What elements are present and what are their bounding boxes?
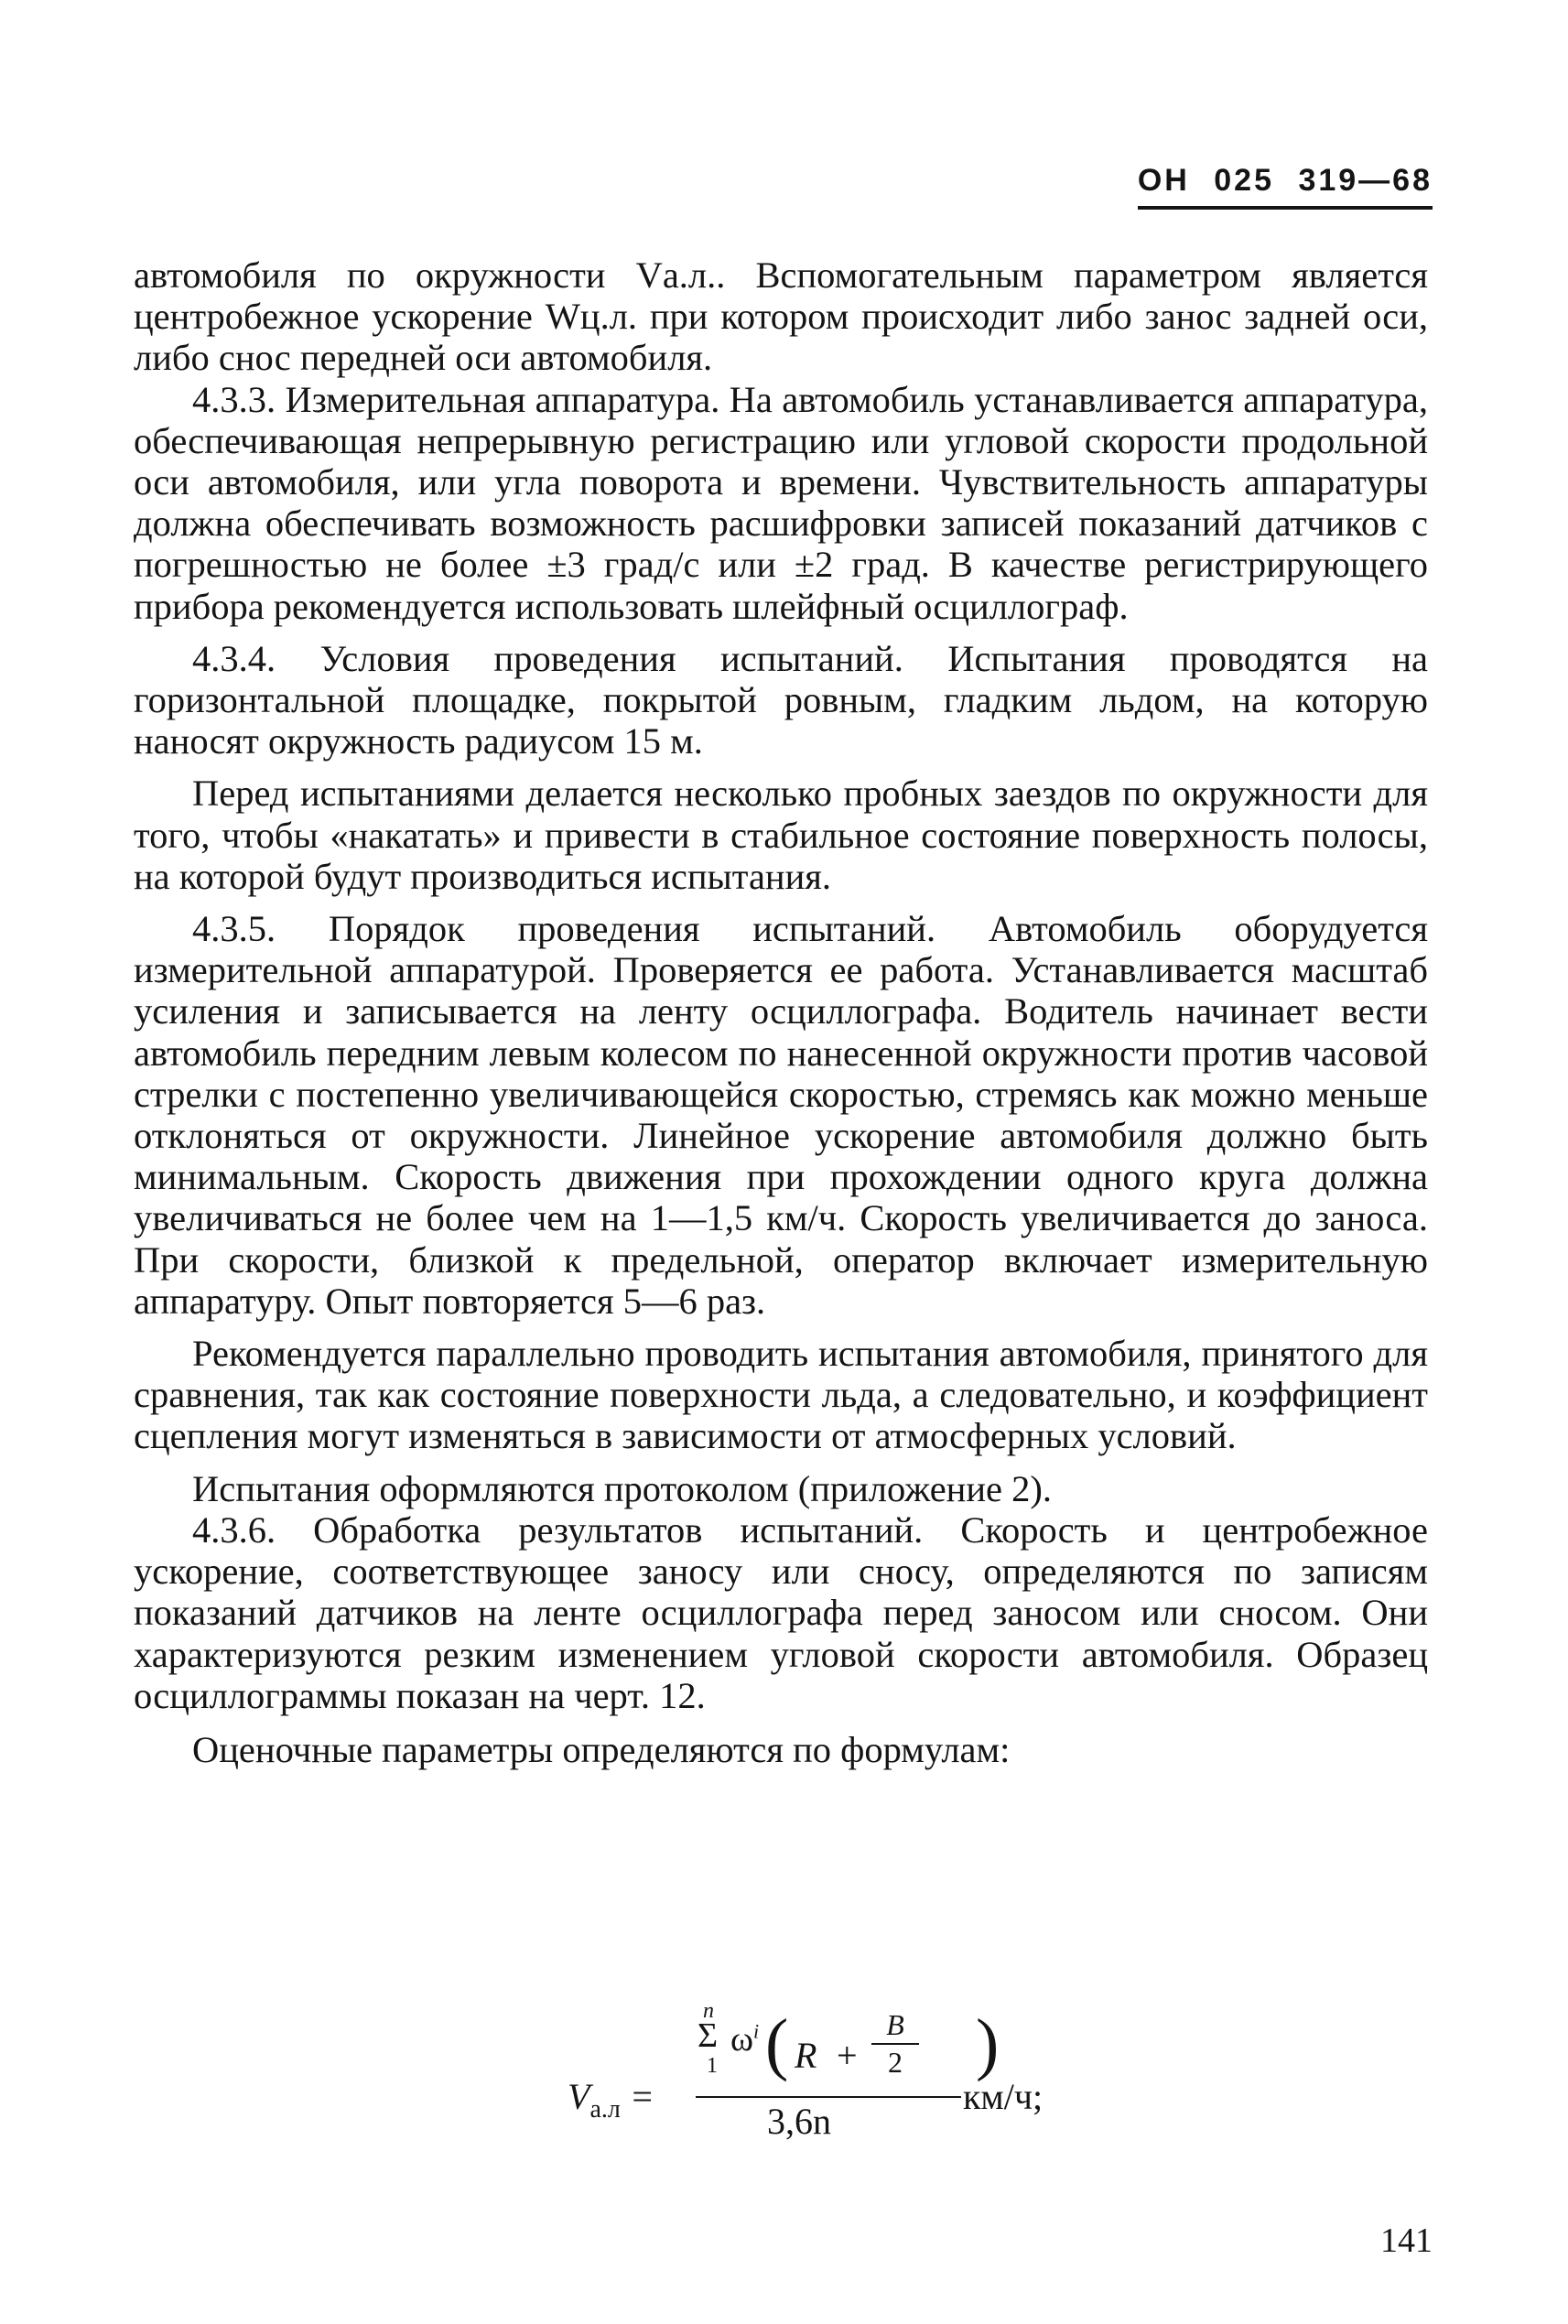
sum-lower-limit: 1 bbox=[707, 2054, 718, 2078]
fraction-denominator: 2 bbox=[888, 2046, 903, 2079]
radius-symbol: R bbox=[795, 2035, 817, 2076]
paragraph-4-3-3: 4.3.3. Измерительная аппаратура. На автомобиль устанавливается аппаратура, обеспечивающая непрерывную регистрацию или угловой скорости продольной оси автомобиля, или угла поворота и времени. Чувствительность аппаратуры должна обеспечивать возможность расшифровки записей показаний датчиков с погрешностью не более ±3 град/с или ±2 град. В качестве регистрирующего прибора рекомендуется использовать шлейфный осциллограф. bbox=[134, 378, 1428, 627]
fraction-bar bbox=[871, 2043, 919, 2045]
paragraph-4-3-5: 4.3.5. Порядок проведения испытаний. Автомобиль оборудуется измерительной аппаратурой. Проверяется ее работа. Устанавливается масштаб усиления и записывается на ленту осциллографа. Водитель начинает вести автомобиль передним левым колесом по нанесенной окружности против часовой стрелки с постепенно увеличивающейся скоростью, стремясь как можно меньше отклоняться от окружности. Линейное ускорение автомобиля должно быть минимальным. Скорость движения при прохождении одного круга должна увеличиваться не более чем на 1—1,5 км/ч. Скорость увеличивается до заноса. При скорости, близкой к предельной, оператор включает измерительную аппаратуру. Опыт повторяется 5—6 раз. bbox=[134, 908, 1428, 1322]
open-paren: ( bbox=[765, 2005, 789, 2082]
formula-unit: км/ч; bbox=[963, 2076, 1044, 2117]
document-code-header: ОН 025 319—68 bbox=[1138, 163, 1433, 210]
formula-denominator: 3,6n bbox=[767, 2101, 831, 2142]
paragraph-parallel-tests: Рекомендуется параллельно проводить испытания автомобиля, принятого для сравнения, так как состояние поверхности льда, а следовательно, и коэффициент сцепления могут изменяться в зависимости от атмосферных условий. bbox=[134, 1333, 1428, 1457]
close-paren: ) bbox=[976, 2005, 1000, 2082]
fraction-numerator: B bbox=[886, 2008, 904, 2041]
formula-equals: = bbox=[629, 2076, 654, 2117]
formula-lhs bbox=[568, 2075, 654, 2124]
formula-numerator bbox=[679, 1999, 1000, 2091]
velocity-formula bbox=[568, 1988, 1080, 2144]
b-over-two-fraction bbox=[868, 2008, 923, 2078]
paragraph-formula-intro: Оценочные параметры определяются по формулам: bbox=[192, 1728, 1011, 1770]
formula-lhs-symbol: V bbox=[568, 2076, 590, 2117]
sum-upper-limit: n bbox=[703, 1999, 714, 2023]
plus-sign: + bbox=[837, 2035, 858, 2076]
omega-superscript: i bbox=[753, 2019, 760, 2043]
paragraph-test-runs: Перед испытаниями делается несколько пробных заездов по окружности для того, чтобы «накатать» и привести в стабильное состояние поверхность полосы, на которой будут производиться испытания. bbox=[134, 773, 1428, 897]
paragraph-protocol: Испытания оформляются протоколом (приложение 2). bbox=[192, 1467, 1052, 1509]
omega-symbol bbox=[730, 2019, 759, 2059]
omega-letter: ω bbox=[730, 2020, 754, 2059]
page-number: 141 bbox=[1380, 2221, 1433, 2260]
paragraph-continuation: автомобиля по окружности Vа.л.. Вспомогательным параметром является центробежное ускорение Wц.л. при котором происходит либо занос задней оси, либо снос передней оси автомобиля. bbox=[134, 254, 1428, 379]
formula-lhs-subscript: а.л bbox=[589, 2095, 621, 2124]
sum-symbol: Σ bbox=[697, 2016, 719, 2055]
paragraph-4-3-6: 4.3.6. Обработка результатов испытаний. Скорость и центробежное ускорение, соответствующее заносу или сносу, определяются по записям показаний датчиков на ленте осциллографа перед заносом или сносом. Они характеризуются резким изменением угловой скорости автомобиля. Образец осциллограммы показан на черт. 12. bbox=[134, 1508, 1428, 1716]
formula-fraction-bar bbox=[696, 2096, 961, 2098]
paragraph-4-3-4: 4.3.4. Условия проведения испытаний. Испытания проводятся на горизонтальной площадке, покрытой ровным, гладким льдом, на которую наносят окружность радиусом 15 м. bbox=[134, 637, 1428, 762]
body-text bbox=[134, 254, 1428, 1770]
